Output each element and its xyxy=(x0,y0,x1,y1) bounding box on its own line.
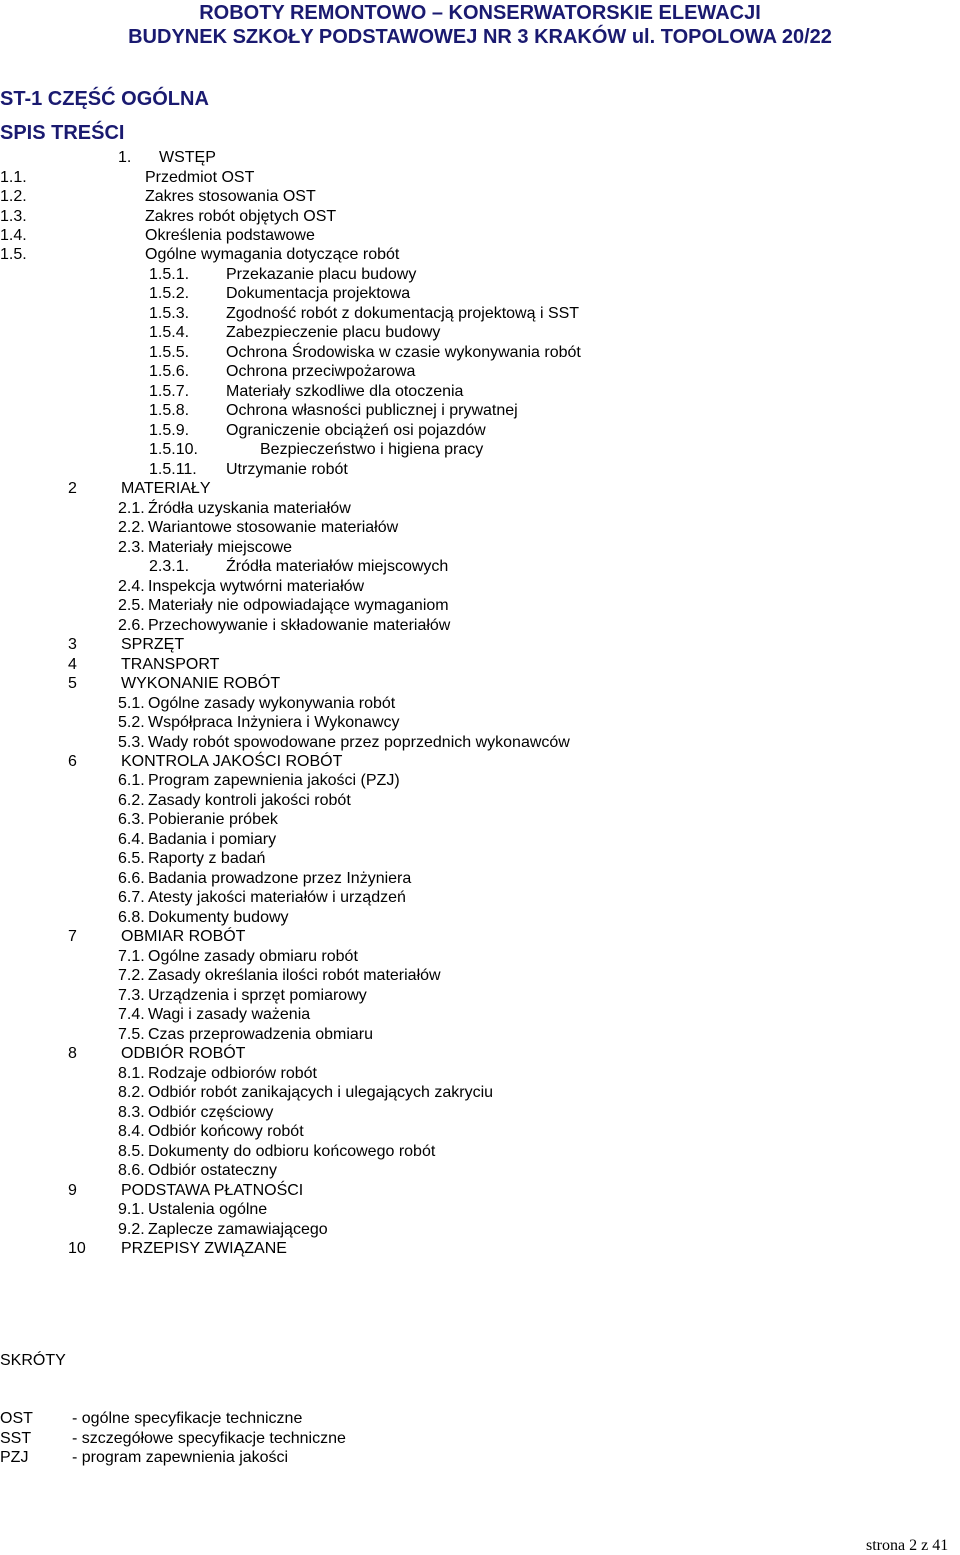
toc-entry-title: Badania i pomiary xyxy=(148,831,277,848)
toc-entry-number: 2.4. xyxy=(118,578,145,595)
abbreviation-description: - program zapewnienia jakości xyxy=(72,1449,289,1466)
toc-entry-title: Źródła uzyskania materiałów xyxy=(148,500,351,517)
toc-entry-title: MATERIAŁY xyxy=(121,480,211,497)
toc-entry-number: 9.1. xyxy=(118,1201,145,1218)
toc-entry-title: Bezpieczeństwo i higiena pracy xyxy=(260,441,484,458)
toc-entry-title: KONTROLA JAKOŚCI ROBÓT xyxy=(121,753,343,770)
toc-entry-number: 1.5.9. xyxy=(149,422,190,439)
toc-entry-title: Odbiór robót zanikających i ulegających zakryciu xyxy=(148,1084,494,1101)
toc-entry-number: 2.1. xyxy=(118,500,145,517)
toc-entry-title: PODSTAWA PŁATNOŚCI xyxy=(121,1182,304,1199)
toc-entry-number: 1.5.6. xyxy=(149,363,190,380)
toc-entry-title: WSTĘP xyxy=(159,149,216,166)
toc-entry-title: Materiały nie odpowiadające wymaganiom xyxy=(148,597,449,614)
abbreviation-description: - ogólne specyfikacje techniczne xyxy=(72,1410,303,1427)
toc-entry-title: Określenia podstawowe xyxy=(145,227,315,244)
toc-entry-title: Odbiór częściowy xyxy=(148,1104,274,1121)
toc-entry-title: Przekazanie placu budowy xyxy=(226,266,417,283)
toc-entry-title: Przechowywanie i składowanie materiałów xyxy=(148,617,451,634)
toc-entry-number: 10 xyxy=(68,1240,86,1257)
toc-entry-number: 8 xyxy=(68,1045,77,1062)
toc-entry-number: 6 xyxy=(68,753,77,770)
toc-entry-number: 7.5. xyxy=(118,1026,145,1043)
toc-entry-number: 7.2. xyxy=(118,967,145,984)
toc-entry-number: 7.3. xyxy=(118,987,145,1004)
toc-entry-title: Współpraca Inżyniera i Wykonawcy xyxy=(148,714,400,731)
toc-entry-title: Rodzaje odbiorów robót xyxy=(148,1065,317,1082)
document-header-line2: BUDYNEK SZKOŁY PODSTAWOWEJ NR 3 KRAKÓW ul. TOPOLOWA 20/22 xyxy=(128,26,832,48)
toc-entry-number: 1.5.1. xyxy=(149,266,190,283)
toc-entry-number: 8.2. xyxy=(118,1084,145,1101)
toc-entry-number: 7.1. xyxy=(118,948,145,965)
document-header-line1: ROBOTY REMONTOWO – KONSERWATORSKIE ELEWACJI xyxy=(199,2,761,24)
toc-entry-number: 8.5. xyxy=(118,1143,145,1160)
toc-entry-title: Raporty z badań xyxy=(148,850,266,867)
toc-entry-title: Zgodność robót z dokumentacją projektową i SST xyxy=(226,305,580,322)
toc-entry-title: Dokumentacja projektowa xyxy=(226,285,411,302)
toc-entry-number: 8.6. xyxy=(118,1162,145,1179)
toc-title: SPIS TREŚCI xyxy=(0,122,125,144)
toc-entry-number: 5 xyxy=(68,675,77,692)
toc-entry-number: 7 xyxy=(68,928,77,945)
toc-entry-title: Utrzymanie robót xyxy=(226,461,348,478)
toc-entry-number: 2.6. xyxy=(118,617,145,634)
toc-entry-title: WYKONANIE ROBÓT xyxy=(121,675,281,692)
toc-entry-title: Program zapewnienia jakości (PZJ) xyxy=(148,772,400,789)
toc-entry-title: Zaplecze zamawiającego xyxy=(148,1221,328,1238)
toc-entry-number: 1.3. xyxy=(0,208,27,225)
toc-entry-title: Ochrona Środowiska w czasie wykonywania robót xyxy=(226,344,581,361)
toc-entry-number: 1.5.8. xyxy=(149,402,190,419)
toc-entry-number: 6.4. xyxy=(118,831,145,848)
toc-entry-title: Ograniczenie obciążeń osi pojazdów xyxy=(226,422,486,439)
toc-entry-number: 2.5. xyxy=(118,597,145,614)
toc-entry-number: 3 xyxy=(68,636,77,653)
toc-entry-number: 5.1. xyxy=(118,695,145,712)
toc-entry-number: 9.2. xyxy=(118,1221,145,1238)
toc-entry-title: Urządzenia i sprzęt pomiarowy xyxy=(148,987,367,1004)
toc-entry-number: 1.2. xyxy=(0,188,27,205)
toc-entry-title: Czas przeprowadzenia obmiaru xyxy=(148,1026,373,1043)
toc-entry-number: 6.5. xyxy=(118,850,145,867)
toc-entry-title: Odbiór końcowy robót xyxy=(148,1123,304,1140)
toc-entry-number: 1.5.4. xyxy=(149,324,190,341)
abbreviation-code: OST xyxy=(0,1410,33,1427)
toc-entry-title: Zakres robót objętych OST xyxy=(145,208,337,225)
toc-entry-title: Zabezpieczenie placu budowy xyxy=(226,324,441,341)
abbreviation-code: SST xyxy=(0,1430,32,1447)
toc-entry-title: Ochrona przeciwpożarowa xyxy=(226,363,416,380)
toc-entry-title: Dokumenty budowy xyxy=(148,909,289,926)
toc-entry-number: 7.4. xyxy=(118,1006,145,1023)
toc-entry-number: 6.7. xyxy=(118,889,145,906)
toc-entry-title: Ogólne wymagania dotyczące robót xyxy=(145,246,400,263)
toc-entry-number: 6.6. xyxy=(118,870,145,887)
toc-entry-title: OBMIAR ROBÓT xyxy=(121,928,246,945)
toc-entry-number: 2.2. xyxy=(118,519,145,536)
toc-entry-number: 6.8. xyxy=(118,909,145,926)
toc-entry-title: Badania prowadzone przez Inżyniera xyxy=(148,870,412,887)
toc-entry-title: Dokumenty do odbioru końcowego robót xyxy=(148,1143,436,1160)
toc-entry-title: Zasady kontroli jakości robót xyxy=(148,792,351,809)
toc-entry-number: 5.2. xyxy=(118,714,145,731)
toc-entry-title: Inspekcja wytwórni materiałów xyxy=(148,578,365,595)
toc-entry-number: 2 xyxy=(68,480,77,497)
toc-entry-title: Wariantowe stosowanie materiałów xyxy=(148,519,399,536)
toc-entry-number: 1.1. xyxy=(0,169,27,186)
toc-entry-number: 1.5.7. xyxy=(149,383,190,400)
toc-entry-number: 8.3. xyxy=(118,1104,145,1121)
toc-entry-title: SPRZĘT xyxy=(121,636,185,653)
abbreviations-title: SKRÓTY xyxy=(0,1352,66,1369)
toc-entry-number: 2.3. xyxy=(118,539,145,556)
toc-entry-title: Pobieranie próbek xyxy=(148,811,278,828)
section-title: ST-1 CZĘŚĆ OGÓLNA xyxy=(0,88,209,110)
toc-entry-title: Źródła materiałów miejscowych xyxy=(226,558,449,575)
toc-entry-title: Atesty jakości materiałów i urządzeń xyxy=(148,889,406,906)
toc-entry-title: Odbiór ostateczny xyxy=(148,1162,277,1179)
toc-entry-number: 4 xyxy=(68,656,77,673)
toc-entry-title: TRANSPORT xyxy=(121,656,220,673)
page-number: strona 2 z 41 xyxy=(866,1537,949,1554)
toc-entry-number: 8.1. xyxy=(118,1065,145,1082)
toc-entry-title: Zakres stosowania OST xyxy=(145,188,316,205)
toc-entry-title: Ogólne zasady obmiaru robót xyxy=(148,948,358,965)
toc-entry-title: Materiały szkodliwe dla otoczenia xyxy=(226,383,464,400)
toc-entry-number: 2.3.1. xyxy=(149,558,190,575)
toc-entry-title: Wagi i zasady ważenia xyxy=(148,1006,311,1023)
toc-entry-title: Ustalenia ogólne xyxy=(148,1201,268,1218)
toc-entry-number: 1.5.10. xyxy=(149,441,198,458)
toc-entry-number: 1.5.5. xyxy=(149,344,190,361)
toc-entry-number: 1. xyxy=(118,149,132,166)
toc-entry-title: Wady robót spowodowane przez poprzednich wykonawców xyxy=(148,734,570,751)
toc-entry-number: 6.3. xyxy=(118,811,145,828)
toc-entry-title: Ogólne zasady wykonywania robót xyxy=(148,695,396,712)
toc-entry-title: ODBIÓR ROBÓT xyxy=(121,1045,246,1062)
toc-entry-number: 8.4. xyxy=(118,1123,145,1140)
toc-entry-title: Materiały miejscowe xyxy=(148,539,293,556)
toc-entry-number: 9 xyxy=(68,1182,77,1199)
toc-entry-number: 1.5. xyxy=(0,246,27,263)
toc-entry-title: Ochrona własności publicznej i prywatnej xyxy=(226,402,518,419)
toc-entry-title: Zasady określania ilości robót materiałów xyxy=(148,967,441,984)
toc-entry-number: 1.4. xyxy=(0,227,27,244)
toc-entry-number: 6.1. xyxy=(118,772,145,789)
abbreviation-description: - szczegółowe specyfikacje techniczne xyxy=(72,1430,346,1447)
toc-entry-number: 1.5.2. xyxy=(149,285,190,302)
toc-entry-number: 1.5.3. xyxy=(149,305,190,322)
toc-entry-title: PRZEPISY ZWIĄZANE xyxy=(121,1240,287,1257)
toc-entry-number: 1.5.11. xyxy=(149,461,197,478)
toc-entry-title: Przedmiot OST xyxy=(145,169,255,186)
toc-entry-number: 5.3. xyxy=(118,734,145,751)
toc-entry-number: 6.2. xyxy=(118,792,145,809)
abbreviation-code: PZJ xyxy=(0,1449,29,1466)
